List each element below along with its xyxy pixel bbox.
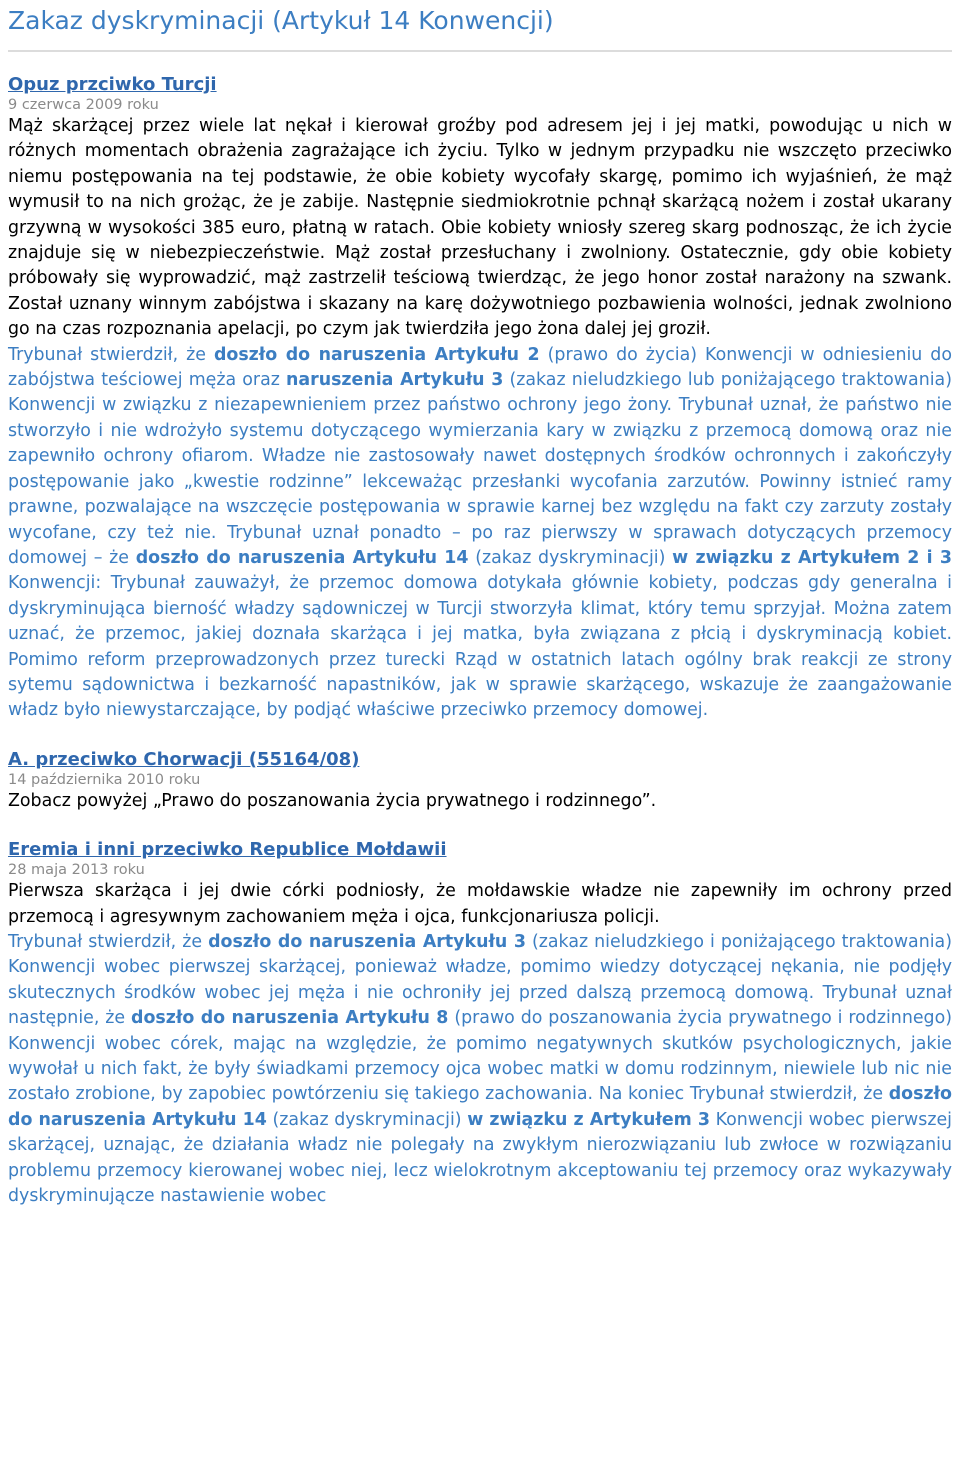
section-spacer (8, 814, 952, 839)
ruling-text: (prawo do życia) Konwencji w odniesieniu do zabójstwa teściowej męża oraz (8, 344, 952, 391)
ruling-in-conjunction: w związku z Artykułem 3 (467, 1109, 710, 1130)
case-eremia (8, 839, 952, 1209)
case-link-opuz[interactable]: Opuz przciwko Turcji (8, 74, 217, 95)
ruling-text: (zakaz nieludzkiego i poniżającego traktowania) Konwencji wobec pierwszej skarżącej, ponieważ władze, pomimo wiedzy dotyczącej nękania, nie podjęły skutecznych środków wobec jej męża i nie ochroniły jej przed dalszą przemocą domową. Trybunał uznał następnie, że (8, 931, 952, 1029)
case-ruling-opuz (8, 343, 952, 724)
case-facts-eremia: Pierwsza skarżąca i jej dwie córki podniosły, że mołdawskie władze nie zapewniły im ochrony przed przemocą i agresywnym zachowaniem męża i ojca, funkcjonariusza policji. (8, 881, 952, 927)
ruling-text: (zakaz dyskryminacji) (266, 1109, 468, 1130)
case-text-a-croatia: Zobacz powyżej „Prawo do poszanowania życia prywatnego i rodzinnego”. (8, 790, 657, 811)
case-a-croatia (8, 749, 952, 814)
case-facts-opuz: Mąż skarżącej przez wiele lat nękał i kierował groźby pod adresem jej i jej matki, powodując u nich w różnych momentach obrażenia zagrażające ich życiu. Tylko w jednym przypadku nie wszczęto przeciwko niemu postępowania na tej podstawie, że obie kobiety wycofały skargę, pomimo ich wyjaśnień, że mąż wymusił to na nich grożąc, że je zabije. Następnie siedmiokrotnie pchnął skarżącą nożem i został ukarany grzywną w wysokości 385 euro, płatną w ratach. Obie kobiety wniosły szereg skarg podnosząc, że ich życie znajduje się w niebezpieczeństwie. Mąż został przesłuchany i zwolniony. Ostatecznie, gdy obie kobiety próbowały się wyprowadzić, mąż zastrzelił teściową twierdząc, że jego honor został narażony na szwank. Został uznany winnym zabójstwa i skazany na karę dożywotniego pozbawienia wolności, jednak zwolniono go na czas rozpoznania apelacji, po czym jak twierdziła jego żona dalej jej groził. (8, 116, 952, 340)
case-link-eremia[interactable]: Eremia i inni przeciwko Republice Mołdawii (8, 839, 447, 861)
ruling-violation-art3: naruszenia Artykułu 3 (286, 370, 504, 391)
ruling-text: (prawo do poszanowania życia prywatnego i rodzinnego) Konwencji wobec córek, mając na względzie, że pomimo negatywnych skutków psychologicznych, jakie wywołał u nich fakt, że były świadkami przemocy ojca wobec matki w domu rodzinnym, niewiele lub nic nie zostało zrobione, by zapobiec powtórzeniu się takiego zachowania. Na koniec Trybunał stwierdził, że (8, 1008, 953, 1105)
ruling-in-conjunction: w związku z Artykułem 2 i 3 (672, 547, 952, 568)
ruling-text: Konwencji: Trybunał zauważył, że przemoc domowa dotykała głównie kobiety, podczas gdy generalna i dyskryminująca bierność władzy sądowniczej w Turcji stworzyła klimat, który temu sprzyjał. Można zatem uznać, że przemoc, jakiej doznała skarżąca i jej matka, była związana z płcią i dyskryminacją kobiet. Pomimo reform przeprowadzonych przez turecki Rząd w ostatnich latach ogólny brak reakcji ze strony sytemu sądownictwa i bezkarność napastników, jak w sprawie skarżącego, wskazuje że zaangażowanie władz było niewystarczające, by podjąć właściwe przeciwko przemocy domowej. (8, 573, 952, 721)
case-ruling-eremia (8, 930, 952, 1209)
ruling-violation-art14: doszło do naruszenia Artykułu 14 (8, 1084, 952, 1130)
page-title: Zakaz dyskryminacji (Artykuł 14 Konwencji) (8, 6, 554, 35)
ruling-violation-art8: doszło do naruszenia Artykułu 8 (131, 1008, 449, 1029)
ruling-violation-art14: doszło do naruszenia Artykułu 14 (135, 547, 469, 568)
case-date-opuz: 9 czerwca 2009 roku (8, 97, 159, 113)
ruling-text: (zakaz dyskryminacji) (468, 547, 673, 568)
case-date-a-croatia: 14 października 2010 roku (8, 771, 201, 788)
case-link-a-croatia[interactable]: A. przeciwko Chorwacji (55164/08) (8, 748, 360, 770)
section-spacer (8, 724, 952, 749)
ruling-text: (zakaz nieludzkiego lub poniżającego traktowania) Konwencji w związku z niezapewnieniem przez państwo ochrony jego żony. Trybunał uznał, że państwo nie stworzyło i nie wdrożyło systemu dotyczącego wymierzania kary w związku z przemocą domową oraz nie zapewniło ochrony ofiarom. Władze nie zastosowały nawet dostępnych środków ochronnych i zakończyły postępowanie jako „kwestie rodzinne” lekceważąc przesłanki wycofania zarzutów. Powinny istnieć ramy prawne, pozwalające na wszczęcie postępowania w sprawie karnej bez względu na fakt czy zarzuty zostały wycofane, czy też nie. Trybunał uznał ponadto – po raz pierwszy w sprawach dotyczących przemocy domowej – że (8, 370, 952, 568)
ruling-violation-art3: doszło do naruszenia Artykułu 3 (208, 931, 526, 952)
title-divider (8, 50, 952, 52)
ruling-text: Trybunał stwierdził, że (8, 344, 214, 365)
case-date-eremia: 28 maja 2013 roku (8, 862, 145, 879)
ruling-text: Trybunał stwierdził, że (8, 931, 209, 952)
case-opuz (8, 74, 952, 724)
ruling-text: Konwencji wobec pierwszej skarżącej, uznając, że działania władz nie polegały na zwykłym nierozwiązaniu lub zwłoce w rozwiązaniu problemu przemocy kierowanej wobec niej, lecz wielokrotnym akceptowaniu tej przemocy oraz wykazywały dyskryminującze nastawienie wobec (8, 1109, 952, 1207)
ruling-violation-art2: doszło do naruszenia Artykułu 2 (213, 344, 540, 365)
